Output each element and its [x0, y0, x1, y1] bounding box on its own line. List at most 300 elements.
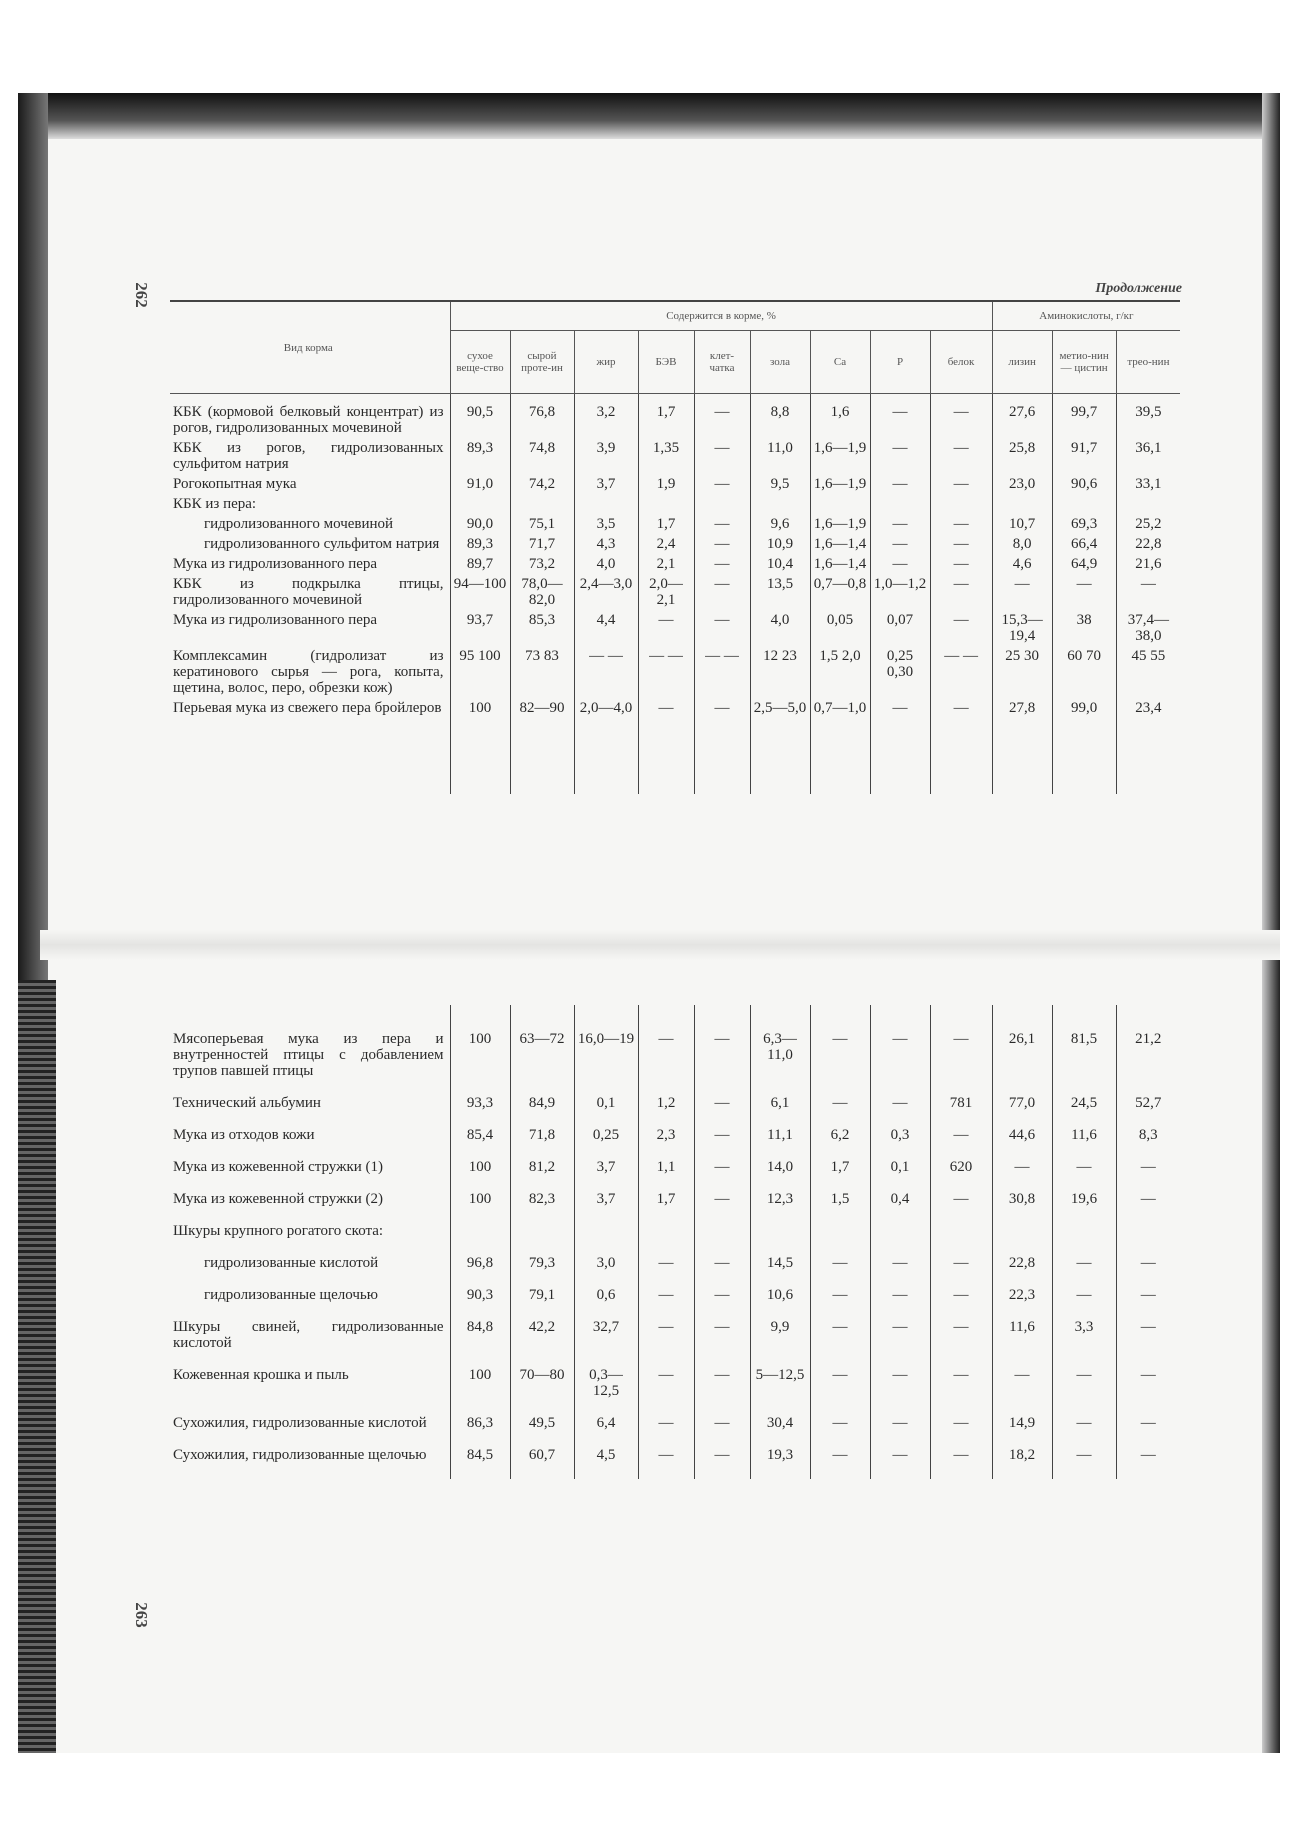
table-cell: 49,5: [510, 1415, 574, 1447]
table-cell: —: [694, 1319, 750, 1367]
table-cell: —: [1052, 1287, 1116, 1319]
table-row: [170, 1095, 1180, 1127]
table-cell: 2,4: [638, 536, 694, 556]
table-cell: —: [1140, 576, 1156, 592]
table-cell: 90,0: [450, 516, 510, 536]
table-cell: 16,0—19: [574, 1031, 638, 1095]
table-cell: 10,4: [750, 556, 810, 576]
table-cell: 3,7: [574, 476, 638, 496]
table-cell: —: [694, 1367, 750, 1415]
table-cell: 4,3: [574, 536, 638, 556]
table-cell: 4,5: [574, 1447, 638, 1479]
table-cell: 21,2: [1135, 1031, 1162, 1047]
table-cell: 18,2: [992, 1447, 1052, 1479]
feed-name: гидролизованного сульфитом натрия: [170, 536, 450, 556]
table-cell: —: [870, 536, 930, 556]
table-cell: 1,6—1,9: [810, 476, 870, 496]
table-cell: 0,6: [574, 1287, 638, 1319]
table-cell: 1,6—1,9: [810, 440, 870, 476]
table-cell: 93,7: [450, 612, 510, 648]
table-cell: 0,3—12,5: [574, 1367, 638, 1415]
table-cell: —: [1052, 1255, 1116, 1287]
table-cell: 1,0—1,2: [870, 576, 930, 612]
table-row: [170, 612, 1180, 648]
table-cell: —: [1140, 1447, 1156, 1463]
table-cell: 1,7: [638, 516, 694, 536]
table-spacer-cell: [574, 720, 638, 794]
table-spacer-cell: [750, 1005, 810, 1031]
table-cell: 77,0: [992, 1095, 1052, 1127]
table-cell: 90,5: [450, 394, 510, 441]
table-spacer-cell: [1052, 1005, 1116, 1031]
table-row: [170, 1031, 1180, 1095]
table-cell: —: [694, 1159, 750, 1191]
table-cell: —: [930, 576, 992, 612]
table-cell: —: [694, 1255, 750, 1287]
table-cell: 100: [450, 1159, 510, 1191]
feed-name: Сухожилия, гидролизованные щелочью: [170, 1447, 450, 1479]
table-spacer-cell: [1052, 720, 1116, 794]
page-fold: [40, 930, 1280, 960]
table-cell: 11,1: [750, 1127, 810, 1159]
table-cell: 91,7: [1052, 440, 1116, 476]
table-cell: —: [930, 1367, 992, 1415]
table-cell: —: [694, 612, 750, 648]
table-cell: [694, 1223, 750, 1255]
table-cell: 0,3: [870, 1127, 930, 1159]
table-cell: —: [694, 1447, 750, 1479]
table-cell: —: [930, 1447, 992, 1479]
table-cell: 38: [1052, 612, 1116, 648]
table-cell: 10,9: [750, 536, 810, 556]
table-cell: 19,3: [750, 1447, 810, 1479]
table-cell: 12 23: [750, 648, 810, 700]
table-cell: 99,7: [1052, 394, 1116, 441]
table-row: [170, 1191, 1180, 1223]
table-cell: [574, 496, 638, 516]
table-cell: —: [870, 516, 930, 536]
table-cell: 84,9: [510, 1095, 574, 1127]
table-cell: —: [1052, 1159, 1116, 1191]
continuation-label: Продолжение: [1095, 281, 1182, 296]
table-cell: 64,9: [1052, 556, 1116, 576]
table-cell: 71,8: [510, 1127, 574, 1159]
table-header: [170, 301, 1180, 394]
page-number-top: 262: [131, 282, 151, 308]
table-cell: [992, 1223, 1052, 1255]
table-cell: —: [870, 394, 930, 441]
table-cell: 25 30: [992, 648, 1052, 700]
table-cell: — —: [694, 648, 750, 700]
table-cell: 1,6—1,9: [810, 516, 870, 536]
table-cell: — —: [638, 648, 694, 700]
table-cell: [1052, 496, 1116, 516]
table-cell: 14,9: [992, 1415, 1052, 1447]
feed-name: Мясоперьевая мука из пера и внутренностей птицы с добавлением трупов павшей птицы: [170, 1031, 450, 1095]
table-row: [170, 476, 1180, 496]
table-cell: 14,0: [750, 1159, 810, 1191]
table-cell: —: [694, 536, 750, 556]
table-cell: —: [930, 1191, 992, 1223]
table-cell: [810, 1223, 870, 1255]
table-spacer-cell: [810, 1005, 870, 1031]
table-cell: —: [694, 1191, 750, 1223]
table-cell: —: [638, 1367, 694, 1415]
table-cell: 1,9: [638, 476, 694, 496]
table-cell: —: [810, 1287, 870, 1319]
table-cell: — —: [574, 648, 638, 700]
table-cell: 25,8: [992, 440, 1052, 476]
table-spacer-cell: [510, 1005, 574, 1031]
table-spacer-cell: [638, 720, 694, 794]
table-spacer-cell: [1116, 720, 1180, 794]
table-cell: 27,8: [992, 700, 1052, 720]
table-row: [170, 1319, 1180, 1367]
table-cell: 85,4: [450, 1127, 510, 1159]
table-cell: 3,5: [574, 516, 638, 536]
table-cell: —: [930, 1127, 992, 1159]
table-spacer-cell: [694, 1005, 750, 1031]
table-cell: —: [638, 612, 694, 648]
table-cell: [1116, 1223, 1180, 1255]
table-cell: —: [810, 1319, 870, 1367]
feed-name: гидролизованные кислотой: [170, 1255, 450, 1287]
table-cell: 4,6: [992, 556, 1052, 576]
table-cell: —: [638, 700, 694, 720]
table-cell: 74,2: [510, 476, 574, 496]
table-row: [170, 1255, 1180, 1287]
table-cell: 70—80: [510, 1367, 574, 1415]
table-cell: 781: [930, 1095, 992, 1127]
table-cell: 21,6: [1135, 556, 1162, 572]
feed-name: Шкуры крупного рогатого скота:: [170, 1223, 450, 1255]
table-spacer-cell: [810, 720, 870, 794]
table-row: [170, 1447, 1180, 1479]
header-col: жир: [574, 331, 638, 394]
table-cell: —: [870, 440, 930, 476]
feed-name: Комплексамин (гидролизат из кератинового сырья — рога, копыта, щетина, волос, перо, обрезки кож): [170, 648, 450, 700]
table-cell: 30,4: [750, 1415, 810, 1447]
table-cell: —: [694, 394, 750, 441]
table-cell: —: [810, 1255, 870, 1287]
table-spacer-cell: [638, 1005, 694, 1031]
table-cell: [930, 1223, 992, 1255]
table-spacer-cell: [694, 720, 750, 794]
table-cell: 9,6: [750, 516, 810, 536]
table-cell: 22,8: [1135, 536, 1162, 552]
table-cell: [750, 496, 810, 516]
table-row: [170, 516, 1180, 536]
table-cell: 22,3: [992, 1287, 1052, 1319]
table-cell: —: [638, 1255, 694, 1287]
table-cell: 90,6: [1052, 476, 1116, 496]
table-cell: 14,5: [750, 1255, 810, 1287]
feed-name: Мука из отходов кожи: [170, 1127, 450, 1159]
scan-right-edge: [1262, 93, 1280, 1753]
table-row: [170, 536, 1180, 556]
table-cell: 8,8: [750, 394, 810, 441]
table-cell: 1,7: [638, 1191, 694, 1223]
table-cell: 85,3: [510, 612, 574, 648]
table-cell: 71,7: [510, 536, 574, 556]
table-cell: —: [870, 1447, 930, 1479]
table-cell: 6,4: [574, 1415, 638, 1447]
table-cell: —: [992, 1367, 1052, 1415]
table-cell: —: [870, 1255, 930, 1287]
header-col: метио-нин — цистин: [1052, 331, 1116, 394]
table-cell: —: [694, 1127, 750, 1159]
table-cell: 89,3: [450, 536, 510, 556]
table-cell: [870, 1223, 930, 1255]
table-cell: 73 83: [510, 648, 574, 700]
table-spacer-cell: [450, 1005, 510, 1031]
feed-name: Рогокопытная мука: [170, 476, 450, 496]
table-cell: —: [694, 1287, 750, 1319]
table-cell: —: [694, 1095, 750, 1127]
table-cell: 3,2: [574, 394, 638, 441]
table-cell: 52,7: [1135, 1095, 1162, 1111]
table-row: [170, 1127, 1180, 1159]
table-cell: 2,0—4,0: [574, 700, 638, 720]
table-cell: 1,35: [638, 440, 694, 476]
table-cell: [1116, 496, 1180, 516]
table-cell: —: [870, 1287, 930, 1319]
table-cell: 89,7: [450, 556, 510, 576]
table-cell: 0,7—1,0: [810, 700, 870, 720]
table-cell: —: [694, 1415, 750, 1447]
table-cell: 91,0: [450, 476, 510, 496]
header-col: лизин: [992, 331, 1052, 394]
table-row: [170, 1367, 1180, 1415]
table-cell: —: [810, 1095, 870, 1127]
table-cell: 84,8: [450, 1319, 510, 1367]
table-row: [170, 394, 1180, 441]
table-cell: [574, 1223, 638, 1255]
table-cell: 45 55: [1131, 648, 1166, 664]
table-cell: —: [930, 394, 992, 441]
feed-name: Перьевая мука из свежего пера бройлеров: [170, 700, 450, 720]
table-cell: 1,6—1,4: [810, 556, 870, 576]
table-cell: 69,3: [1052, 516, 1116, 536]
table-cell: 95 100: [450, 648, 510, 700]
table-cell: —: [694, 1031, 750, 1095]
table-cell: 3,0: [574, 1255, 638, 1287]
table-cell: 78,0—82,0: [510, 576, 574, 612]
table-cell: —: [1052, 576, 1116, 612]
table-cell: —: [870, 1415, 930, 1447]
table-cell: 1,7: [638, 394, 694, 441]
table-cell: 8,3: [1138, 1127, 1158, 1143]
table-cell: 15,3—19,4: [992, 612, 1052, 648]
table-cell: 1,6—1,4: [810, 536, 870, 556]
table-cell: —: [1140, 1255, 1156, 1271]
table-cell: —: [1140, 1367, 1156, 1383]
header-col: сухое веще-ство: [450, 331, 510, 394]
table-cell: [750, 1223, 810, 1255]
table-cell: 66,4: [1052, 536, 1116, 556]
feed-name: КБК (кормовой белковый концентрат) из рогов, гидролизованных мочевиной: [170, 394, 450, 441]
table-cell: 4,4: [574, 612, 638, 648]
table-cell: —: [638, 1415, 694, 1447]
table-row: [170, 1415, 1180, 1447]
table-cell: 8,0: [992, 536, 1052, 556]
table-cell: [870, 496, 930, 516]
table-cell: —: [694, 576, 750, 612]
feed-name: гидролизованные щелочью: [170, 1287, 450, 1319]
table-cell: 24,5: [1052, 1095, 1116, 1127]
table-cell: —: [638, 1319, 694, 1367]
table-cell: [694, 496, 750, 516]
table-cell: —: [930, 1415, 992, 1447]
table-cell: —: [1052, 1415, 1116, 1447]
table-cell: 3,3: [1052, 1319, 1116, 1367]
feed-name: гидролизованного мочевиной: [170, 516, 450, 536]
table-spacer-cell: [450, 720, 510, 794]
table-cell: 10,6: [750, 1287, 810, 1319]
table-cell: 23,0: [992, 476, 1052, 496]
table-cell: 0,25: [574, 1127, 638, 1159]
table-cell: 33,1: [1135, 476, 1162, 492]
scan-top-edge: [18, 93, 1280, 139]
table-cell: 37,4—38,0: [1127, 612, 1170, 644]
table-cell: —: [930, 440, 992, 476]
table-cell: [1052, 1223, 1116, 1255]
table-cell: 2,0—2,1: [638, 576, 694, 612]
table-spacer-cell: [510, 720, 574, 794]
table-cell: —: [1052, 1447, 1116, 1479]
table-cell: —: [638, 1287, 694, 1319]
header-col: БЭВ: [638, 331, 694, 394]
table-cell: 93,3: [450, 1095, 510, 1127]
table-cell: 1,1: [638, 1159, 694, 1191]
table-cell: —: [930, 700, 992, 720]
table-cell: 11,6: [992, 1319, 1052, 1367]
table-cell: [638, 496, 694, 516]
table-cell: 3,9: [574, 440, 638, 476]
table-cell: 36,1: [1135, 440, 1162, 456]
table-spacer-cell: [992, 1005, 1052, 1031]
table-cell: —: [1140, 1191, 1156, 1207]
table-row: [170, 496, 1180, 516]
header-col: P: [870, 331, 930, 394]
feed-name: Кожевенная крошка и пыль: [170, 1367, 450, 1415]
table-cell: 60 70: [1052, 648, 1116, 700]
header-amino-group: Аминокислоты, г/кг: [992, 301, 1180, 331]
table-cell: 81,2: [510, 1159, 574, 1191]
table-cell: —: [638, 1031, 694, 1095]
table-spacer-cell: [170, 720, 450, 794]
table-cell: 0,05: [810, 612, 870, 648]
table-cell: 23,4: [1135, 700, 1162, 716]
table-cell: 19,6: [1052, 1191, 1116, 1223]
table-cell: —: [1140, 1319, 1156, 1335]
table-cell: 13,5: [750, 576, 810, 612]
table-cell: —: [810, 1367, 870, 1415]
table-cell: 0,07: [870, 612, 930, 648]
header-col: клет-чатка: [694, 331, 750, 394]
table-cell: 2,4—3,0: [574, 576, 638, 612]
feed-name: Мука из гидролизованного пера: [170, 556, 450, 576]
table-row: [170, 440, 1180, 476]
feed-table-top: [170, 300, 1180, 794]
table-cell: 30,8: [992, 1191, 1052, 1223]
table-cell: —: [930, 612, 992, 648]
table-cell: 32,7: [574, 1319, 638, 1367]
table-row: [170, 1287, 1180, 1319]
table-cell: 6,3—11,0: [750, 1031, 810, 1095]
table-cell: 100: [450, 1367, 510, 1415]
table-cell: [510, 496, 574, 516]
feed-name: Мука из кожевенной стружки (2): [170, 1191, 450, 1223]
table-cell: —: [1140, 1159, 1156, 1175]
table-cell: 90,3: [450, 1287, 510, 1319]
table-cell: —: [694, 440, 750, 476]
table-cell: 1,5: [810, 1191, 870, 1223]
table-spacer-cell: [870, 720, 930, 794]
table-cell: 3,7: [574, 1191, 638, 1223]
table-cell: 0,4: [870, 1191, 930, 1223]
table-cell: 86,3: [450, 1415, 510, 1447]
table-cell: —: [870, 700, 930, 720]
table-cell: 99,0: [1052, 700, 1116, 720]
table-spacer-cell: [992, 720, 1052, 794]
table-cell: 25,2: [1135, 516, 1162, 532]
feed-name: Мука из гидролизованного пера: [170, 612, 450, 648]
table-cell: 22,8: [992, 1255, 1052, 1287]
table-cell: [992, 496, 1052, 516]
table-cell: 0,1: [870, 1159, 930, 1191]
table-cell: —: [992, 1159, 1052, 1191]
table-cell: —: [1052, 1367, 1116, 1415]
table-cell: —: [870, 1367, 930, 1415]
table-row: [170, 1223, 1180, 1255]
header-col: трео-нин: [1116, 331, 1180, 394]
table-cell: 5—12,5: [750, 1367, 810, 1415]
table-row: [170, 576, 1180, 612]
header-feed-type: Вид корма: [170, 301, 450, 394]
table-cell: 9,5: [750, 476, 810, 496]
table-cell: [450, 496, 510, 516]
table-cell: 0,1: [574, 1095, 638, 1127]
table-cell: [638, 1223, 694, 1255]
table-cell: 2,5—5,0: [750, 700, 810, 720]
table-spacer-cell: [170, 1005, 450, 1031]
table-row: [170, 556, 1180, 576]
table-cell: 6,2: [810, 1127, 870, 1159]
table-cell: 75,1: [510, 516, 574, 536]
table-cell: —: [810, 1031, 870, 1095]
table-cell: —: [930, 1255, 992, 1287]
table-cell: 1,5 2,0: [810, 648, 870, 700]
table-cell: 1,2: [638, 1095, 694, 1127]
table-cell: 79,3: [510, 1255, 574, 1287]
table-cell: —: [810, 1447, 870, 1479]
table-cell: 26,1: [992, 1031, 1052, 1095]
table-spacer-cell: [930, 1005, 992, 1031]
table-cell: [930, 496, 992, 516]
header-col: Ca: [810, 331, 870, 394]
table-cell: 96,8: [450, 1255, 510, 1287]
table-cell: —: [694, 476, 750, 496]
table-cell: 60,7: [510, 1447, 574, 1479]
table-cell: 100: [450, 700, 510, 720]
table-cell: —: [930, 476, 992, 496]
feed-name: Технический альбумин: [170, 1095, 450, 1127]
table-cell: —: [694, 516, 750, 536]
table-cell: —: [638, 1447, 694, 1479]
table-cell: 1,7: [810, 1159, 870, 1191]
table-cell: —: [810, 1415, 870, 1447]
